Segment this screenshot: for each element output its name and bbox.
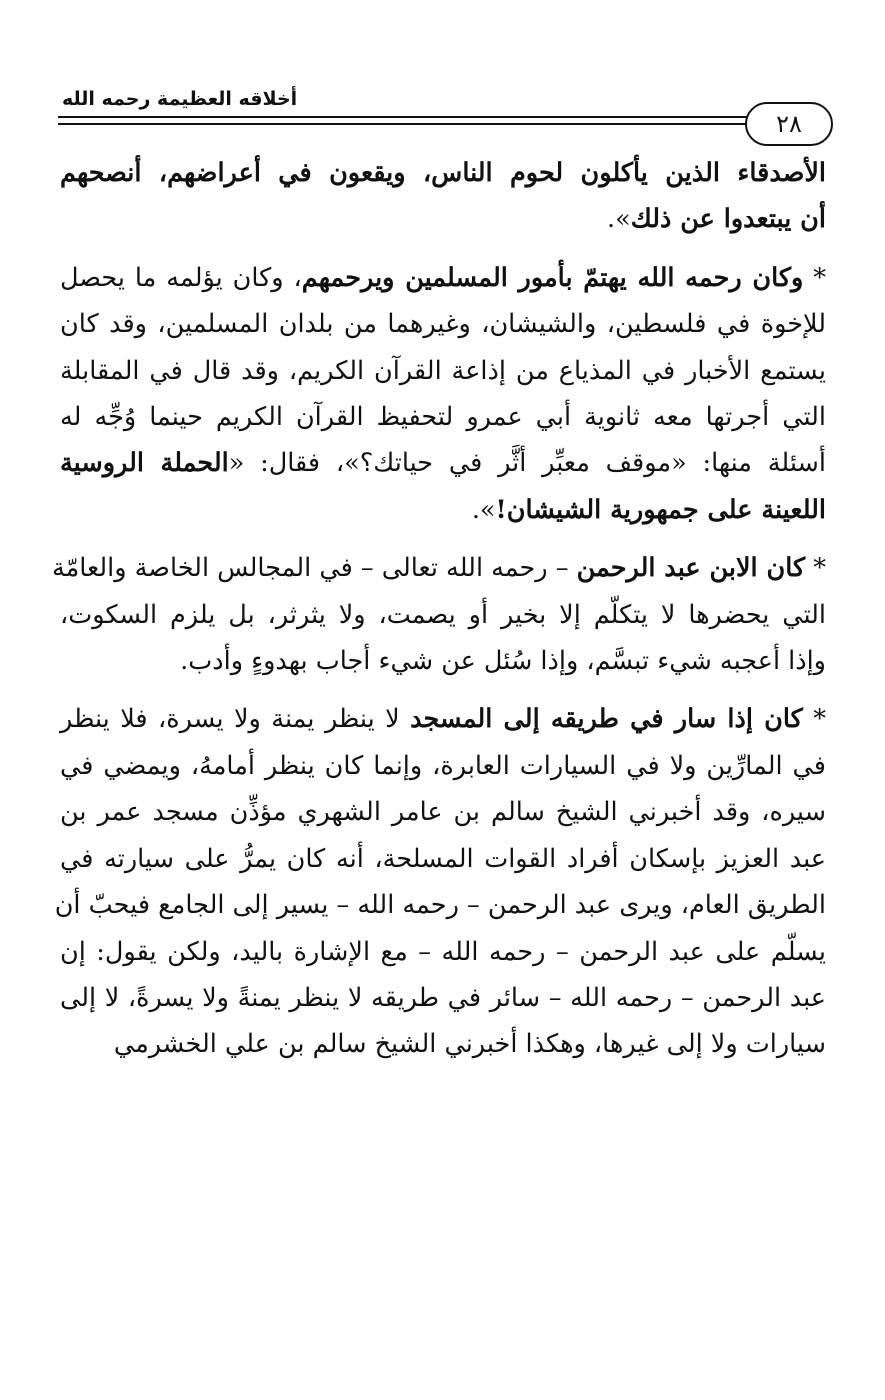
text-run: لا ينظر يمنة ولا يسرة، فلا ينظر [60, 704, 411, 735]
text-run: أسئلة منها: «موقف معبِّر أثَّر في حياتك؟»، فقال: « [228, 448, 826, 479]
text-run: * [802, 704, 827, 735]
running-title: أخلاقه العظيمة رحمه الله [62, 88, 298, 110]
bold-run: وكان رحمه الله يهتمّ بأمور المسلمين ويرحمهم [301, 262, 804, 293]
header-rule-bottom [58, 123, 750, 125]
text-run: ، وكان يؤلمه ما يحصل [60, 262, 302, 293]
text-line [60, 255, 826, 301]
text-run: – رحمه الله تعالى – في المجالس الخاصة والعامّة [51, 553, 577, 584]
text-line [60, 150, 826, 196]
text-run: * [805, 553, 826, 584]
paragraph [54, 696, 827, 1067]
page-number: ٢٨ [776, 110, 802, 138]
page-number-frame [745, 102, 833, 146]
text-run: ». [607, 204, 631, 235]
paragraph [60, 150, 826, 243]
text-line [60, 638, 826, 684]
text-run: * [803, 262, 826, 293]
text-run: عبد الرحمن – رحمه الله – سائر في طريقه لا ينظر يمنةً ولا يسرةً، لا إلى [60, 982, 826, 1013]
text-line [60, 301, 826, 347]
text-line [51, 545, 826, 591]
text-run: التي أجرتها معه ثانوية أبي عمرو لتحفيظ القرآن الكريم حينما وُجِّه له [60, 402, 826, 433]
bold-run: الحملة الروسية [60, 448, 229, 479]
text-run: ». [471, 494, 496, 525]
text-run: التي يحضرها لا يتكلّم إلا بخير أو يصمت، ولا يثرثر، بل يلزم السكوت، [60, 599, 826, 630]
text-run: عبد العزيز بإسكان أفراد القوات المسلحة، أنه كان يمرُّ على سيارته في [60, 843, 826, 874]
text-run: للإخوة في فلسطين، والشيشان، وغيرهما من بلدان المسلمين، وقد كان [60, 309, 826, 340]
text-line [60, 1021, 826, 1067]
header-rule-top [58, 116, 750, 118]
text-line [60, 592, 826, 638]
text-line [60, 487, 826, 533]
text-run: سيارات ولا إلى غيرها، وهكذا أخبرني الشيخ سالم بن علي الخشرمي [113, 1029, 826, 1060]
bold-run: كان إذا سار في طريقه إلى المسجد [410, 704, 803, 735]
text-run: وإذا أعجبه شيء تبسَّم، وإذا سُئل عن شيء أجاب بهدوءٍ وأدب. [180, 646, 826, 677]
text-line [60, 975, 826, 1021]
text-line [60, 394, 826, 440]
text-run: في المارِّين ولا في السيارات العابرة، وإنما كان ينظر أمامهُ، ويمضي في [60, 750, 826, 781]
text-line [60, 743, 826, 789]
paragraph [60, 255, 826, 533]
text-line [60, 929, 826, 975]
text-line [60, 789, 826, 835]
text-run: يستمع الأخبار في المذياع من إذاعة القرآن الكريم، وقد قال في المقابلة [60, 355, 826, 386]
bold-run: اللعينة على جمهورية الشيشان! [495, 494, 826, 525]
bold-run: أن يبتعدوا عن ذلك [630, 204, 826, 235]
text-line [60, 836, 826, 882]
text-line [60, 348, 826, 394]
text-run: يسلّم على عبد الرحمن – رحمه الله – مع الإشارة باليد، ولكن يقول: إن [60, 936, 826, 967]
text-line [60, 696, 826, 742]
text-line [54, 882, 826, 928]
paragraph [51, 545, 826, 684]
bold-run: الأصدقاء الذين يأكلون لحوم الناس، ويقعون في أعراضهم، أنصحهم [60, 158, 826, 188]
bold-run: كان الابن عبد الرحمن [576, 553, 806, 584]
body-text [51, 150, 827, 1080]
text-run: سيره، وقد أخبرني الشيخ سالم بن عامر الشهري مؤذِّن مسجد عمر بن [60, 797, 826, 828]
text-line [60, 440, 826, 486]
text-run: الطريق العام، ويرى عبد الرحمن – رحمه الله – يسير إلى الجامع فيحبّ أن [54, 890, 826, 921]
text-line [60, 196, 826, 242]
